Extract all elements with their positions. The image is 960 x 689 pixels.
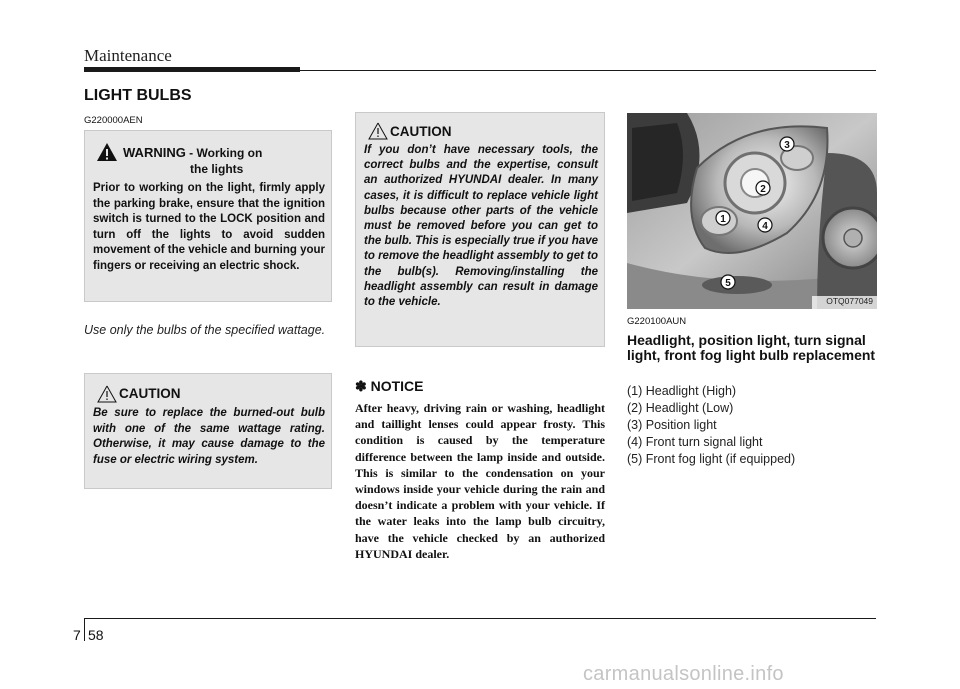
list-item: (2) Headlight (Low): [627, 401, 734, 415]
callout-1: [716, 211, 730, 225]
caution-box-left: [84, 373, 332, 489]
headlight-illustration: [627, 113, 877, 309]
caution-triangle-icon: [97, 385, 117, 403]
footer-rule: [84, 618, 876, 619]
page-number: 58: [88, 627, 104, 643]
caution-left-label: CAUTION: [119, 386, 181, 401]
subsection-code: G220100AUN: [627, 316, 687, 327]
header-rule-thin: [300, 70, 876, 71]
caution-middle-label: CAUTION: [390, 124, 452, 139]
caution-triangle-icon: [368, 122, 388, 140]
notice-heading: ✽ NOTICE: [355, 378, 424, 394]
callout-2: [756, 181, 770, 195]
caution-box-middle: [355, 112, 605, 347]
caution-middle-body: If you don’t have necessary tools, the correct bulbs and the expertise, consult an authorized HYUNDAI dealer. In many cases, it is difficult to replace vehicle light bulbs because other parts of the vehicle must be removed before you can get to the bulb. This is especially true if you have to remove the headlight assembly to get to the bulb(s). Removing/installing the headlight assembly can result in damage to the vehicle.: [364, 144, 598, 309]
page-header-title: Maintenance: [84, 46, 172, 65]
warning-box: [84, 130, 332, 302]
notice-body: After heavy, driving rain or washing, headlight and taillight lenses could appear frosty. This condition is caused by the temperature difference between the lamp inside and outside. This is similar to the condensation on your windows inside your vehicle during the rain and doesn’t indicate a problem with your vehicle. If the water leaks into the lamp bulb circuitry, have the vehicle checked by an authorized HYUNDAI dealer.: [355, 401, 605, 561]
callout-2-label: 2: [760, 184, 766, 195]
warning-heading: [123, 145, 262, 161]
callout-4-label: 4: [762, 221, 768, 232]
warning-subtitle-1: - Working on: [185, 146, 263, 160]
warning-subtitle-2: the lights: [190, 162, 244, 176]
callout-5: [721, 275, 735, 289]
callout-3-label: 3: [784, 140, 790, 151]
list-item: (5) Front fog light (if equipped): [627, 452, 796, 466]
callout-3: [780, 137, 794, 151]
callout-4: [758, 218, 772, 232]
chapter-number: 7: [73, 627, 81, 643]
section-code: G220000AEN: [84, 115, 143, 126]
subsection-title: Headlight, position light, turn signal light, front fog light bulb replacement: [627, 332, 876, 363]
parts-list: [627, 383, 795, 468]
list-item: (3) Position light: [627, 418, 717, 432]
warning-body: Prior to working on the light, firmly apply the parking brake, ensure that the ignition switch is turned to the LOCK position and turn off the lights to avoid sudden movement of the vehicle and burning your fingers or receiving an electric shock.: [93, 182, 325, 272]
section-title: LIGHT BULBS: [84, 87, 192, 104]
list-item: (1) Headlight (High): [627, 384, 737, 398]
footer-divider: [84, 619, 85, 641]
warning-triangle-icon: [96, 142, 118, 162]
photo-caption: OTQ077049: [826, 296, 873, 306]
warning-label: WARNING: [123, 145, 186, 160]
headlight-photo: [627, 113, 877, 309]
caution-left-body: Be sure to replace the burned-out bulb with one of the same wattage rating. Otherwise, it may cause damage to the fuse or electric wiring system.: [93, 407, 325, 466]
watermark: carmanualsonline.info: [583, 663, 784, 685]
list-item: (4) Front turn signal light: [627, 435, 763, 449]
callout-1-label: 1: [720, 214, 726, 225]
callout-5-label: 5: [725, 278, 731, 289]
wattage-note: Use only the bulbs of the specified wattage.: [84, 323, 326, 337]
header-rule-thick: [84, 67, 300, 72]
